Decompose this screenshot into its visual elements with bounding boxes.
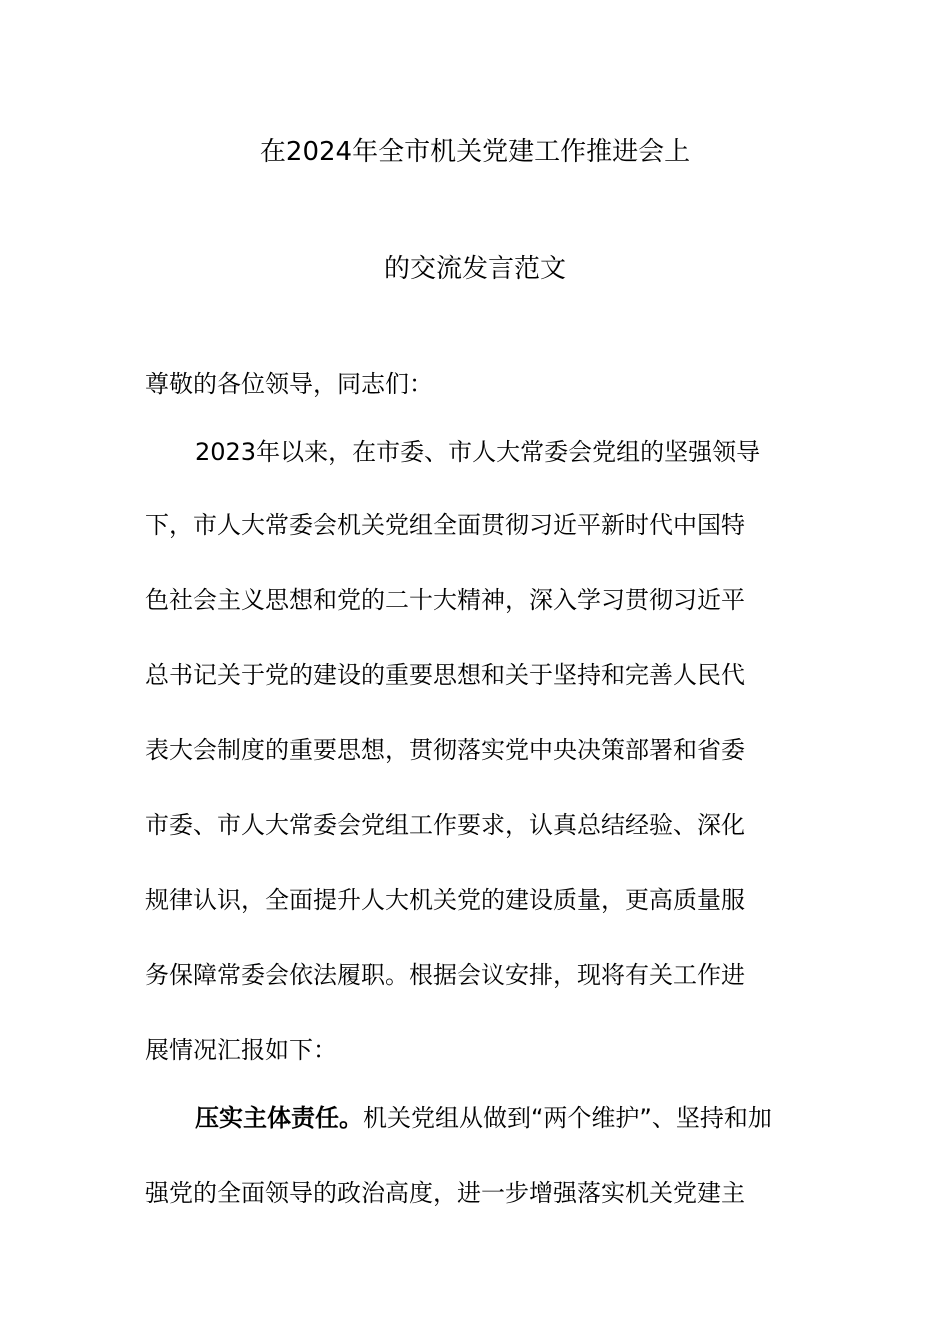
- paragraph-1-line-7: 规律认识，全面提升人大机关党的建设质量，更高质量服: [145, 886, 745, 914]
- paragraph-1-line-5: 表大会制度的重要思想，贯彻落实党中央决策部署和省委: [145, 736, 745, 764]
- paragraph-1-line-1: 2023年以来，在市委、市人大常委会党组的坚强领导: [195, 438, 761, 466]
- paragraph-2-line-1: [195, 1101, 772, 1135]
- salutation: 尊敬的各位领导，同志们：: [145, 370, 433, 398]
- paragraph-2-line-1-text: 机关党组从做到“两个维护”、坚持和加: [363, 1104, 772, 1132]
- paragraph-1-line-9: 展情况汇报如下：: [145, 1036, 337, 1064]
- paragraph-2-line-2: 强党的全面领导的政治高度，进一步增强落实机关党建主: [145, 1179, 745, 1207]
- document-title-line-2: 的交流发言范文: [383, 254, 566, 284]
- document-title-line-1: 在2024年全市机关党建工作推进会上: [259, 137, 691, 167]
- paragraph-1-line-6: 市委、市人大常委会党组工作要求，认真总结经验、深化: [145, 811, 745, 839]
- paragraph-1-line-2: 下，市人大常委会机关党组全面贯彻习近平新时代中国特: [145, 511, 745, 539]
- paragraph-2-heading: 压实主体责任。: [195, 1104, 363, 1132]
- paragraph-1-line-8: 务保障常委会依法履职。根据会议安排，现将有关工作进: [145, 961, 745, 989]
- paragraph-1-line-4: 总书记关于党的建设的重要思想和关于坚持和完善人民代: [145, 661, 745, 689]
- paragraph-1-line-3: 色社会主义思想和党的二十大精神，深入学习贯彻习近平: [145, 586, 745, 614]
